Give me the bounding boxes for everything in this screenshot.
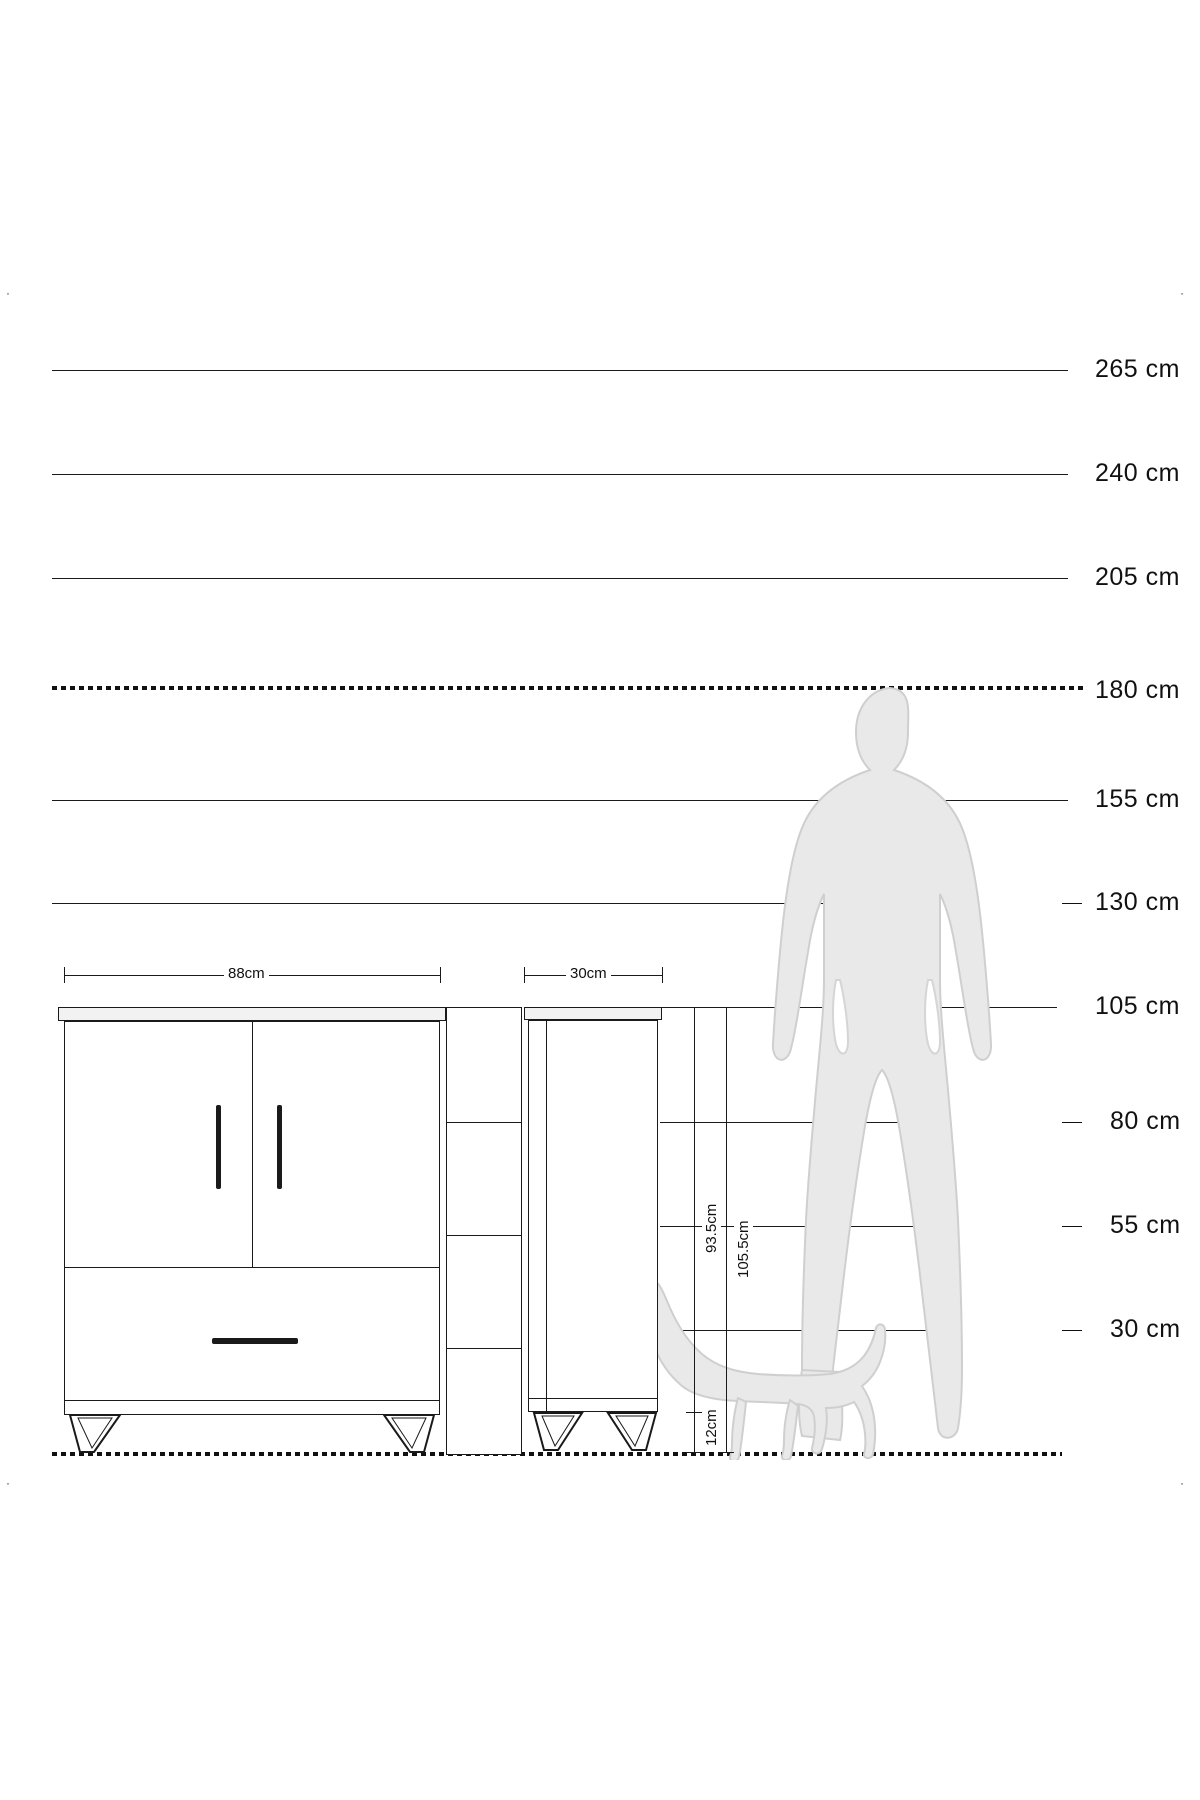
dim-cap-30-right <box>662 967 663 983</box>
sideboard-bottom-rail <box>64 1400 440 1401</box>
dim-line-93-5cm <box>694 1007 695 1412</box>
ruler-label-155: 155 cm <box>1095 785 1180 813</box>
ruler-line-240 <box>52 474 1068 475</box>
sideboard-top-panel <box>58 1007 446 1021</box>
sideboard-door-split <box>252 1021 253 1267</box>
tall-cabinet-bottom-rail <box>528 1398 658 1399</box>
tall-cabinet-top-panel <box>524 1007 662 1020</box>
dim-line-12cm <box>694 1412 695 1452</box>
dim-cap-88-left <box>64 967 65 983</box>
corner-mark-top-left: · <box>6 286 10 300</box>
sideboard-left-door-handle[interactable] <box>216 1105 221 1189</box>
dim-label-105-5cm: 105.5cm <box>735 1220 752 1278</box>
open-shelf-unit-body[interactable] <box>446 1007 522 1455</box>
dim-line-105-5cm <box>726 1007 727 1452</box>
tall-cabinet-leg-right <box>602 1412 658 1452</box>
ruler-line-130 <box>52 903 857 904</box>
ruler-label-180: 180 cm <box>1095 676 1180 704</box>
ruler-label-130: 130 cm <box>1095 888 1180 916</box>
shelf-divider-1 <box>446 1122 522 1123</box>
ruler-label-240: 240 cm <box>1095 459 1180 487</box>
tall-cabinet-inner-edge <box>546 1020 547 1412</box>
dim-label-30cm: 30cm <box>566 966 611 981</box>
sideboard-leg-left <box>68 1414 128 1454</box>
ruler-label-80: 80 cm <box>1110 1107 1181 1135</box>
cat-silhouette <box>630 1280 900 1460</box>
shelf-divider-2 <box>446 1235 522 1236</box>
ruler-label-30: 30 cm <box>1110 1315 1181 1343</box>
corner-mark-top-right: · <box>1180 286 1184 300</box>
dim-cap-30-left <box>524 967 525 983</box>
dim-cap-93-top <box>686 1007 702 1008</box>
sideboard-leg-right <box>376 1414 436 1454</box>
ruler-line-265 <box>52 370 1068 371</box>
ruler-label-265: 265 cm <box>1095 355 1180 383</box>
dim-label-93-5cm: 93.5cm <box>703 1203 720 1253</box>
dim-cap-105-top <box>718 1007 734 1008</box>
shelf-divider-3 <box>446 1348 522 1349</box>
sideboard-right-door-handle[interactable] <box>277 1105 282 1189</box>
corner-mark-bottom-left: · <box>6 1476 10 1490</box>
ruler-label-55: 55 cm <box>1110 1211 1181 1239</box>
corner-mark-bottom-right: · <box>1180 1476 1184 1490</box>
tall-cabinet-leg-left <box>532 1412 588 1452</box>
sideboard-drawer-handle[interactable] <box>212 1338 298 1344</box>
ruler-label-105: 105 cm <box>1095 992 1180 1020</box>
ruler-label-205: 205 cm <box>1095 563 1180 591</box>
dim-label-88cm: 88cm <box>224 966 269 981</box>
dim-label-12cm: 12cm <box>703 1409 720 1446</box>
dim-cap-88-right <box>440 967 441 983</box>
ruler-line-205 <box>52 578 1068 579</box>
sideboard-drawer-divider <box>64 1267 440 1268</box>
tall-narrow-cabinet-body[interactable] <box>528 1020 658 1412</box>
dim-cap-105-bottom <box>718 1452 734 1453</box>
dim-cap-12-bottom <box>686 1452 702 1453</box>
